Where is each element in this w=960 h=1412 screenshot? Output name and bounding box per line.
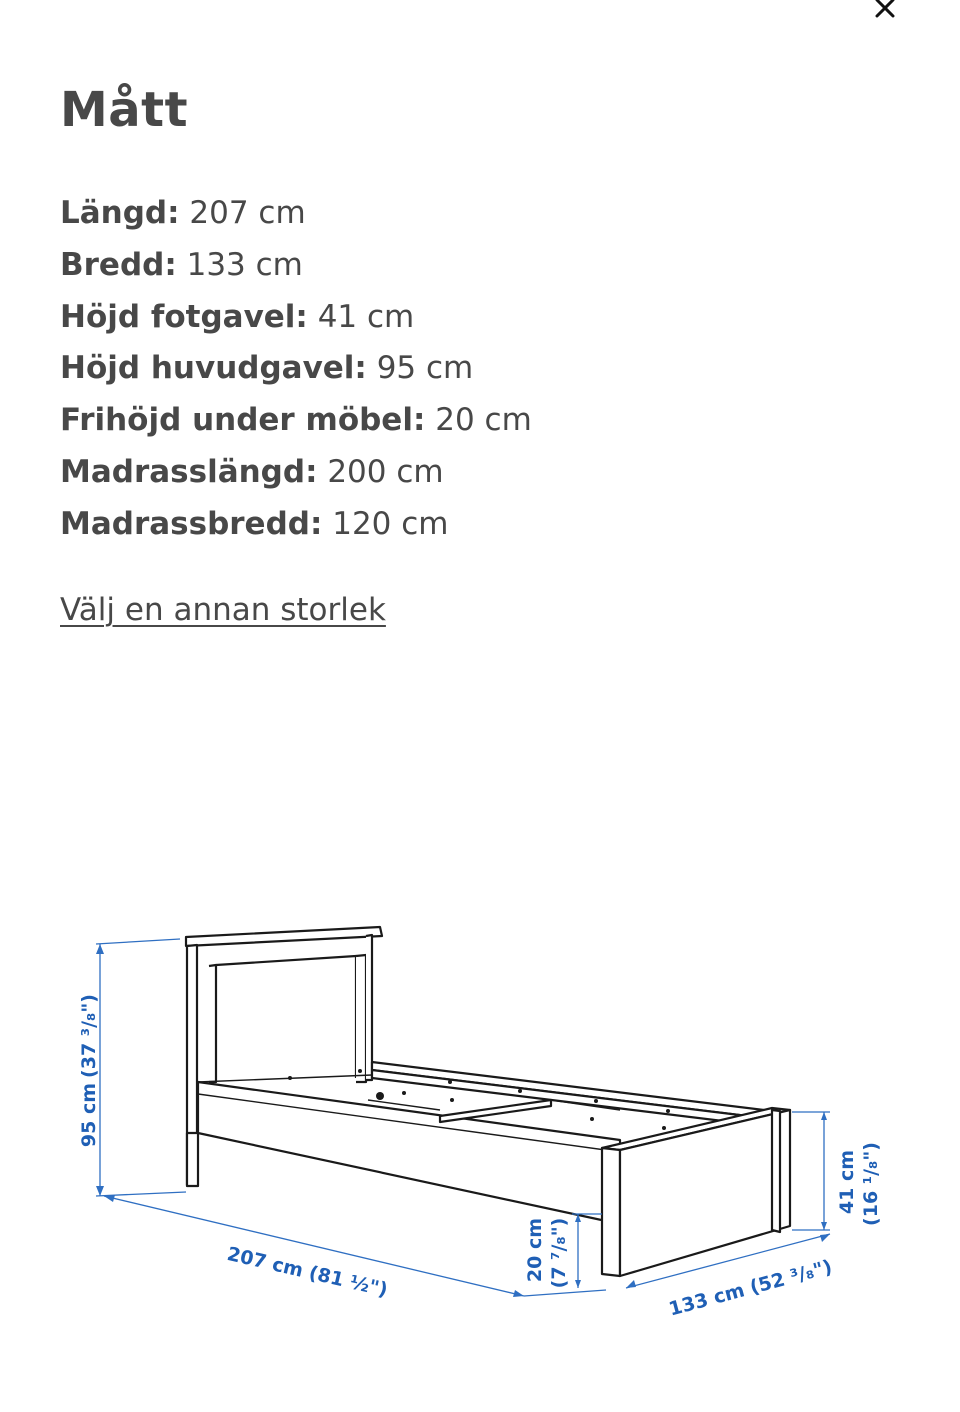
clearance-metric: 20 cm: [524, 1217, 546, 1283]
headboard-height-imperial: (37 ³/₈"): [78, 994, 100, 1078]
spec-value: 200 cm: [327, 453, 444, 490]
spec-row-length: [60, 188, 532, 240]
dimension-list: [60, 188, 532, 551]
spec-label: Madrasslängd:: [60, 453, 318, 490]
bed-dimension-diagram: [0, 880, 960, 1412]
footboard-height-metric: 41 cm: [836, 1149, 858, 1215]
spec-value: 41 cm: [317, 298, 415, 335]
spec-value: 207 cm: [189, 195, 306, 231]
close-button[interactable]: [868, 0, 912, 22]
close-icon: [872, 0, 908, 20]
spec-label: Bredd:: [60, 246, 177, 283]
length-label: [225, 1243, 390, 1301]
spec-value: 95 cm: [376, 350, 474, 387]
spec-row-footboard-height: [60, 292, 532, 344]
choose-other-size-link[interactable]: Välj en annan storlek: [60, 592, 386, 628]
bed-line-art: [186, 927, 790, 1276]
spec-value: 20 cm: [435, 402, 532, 439]
spec-row-mattress-width: [60, 499, 532, 551]
headboard-height-metric: 95 cm: [78, 1082, 100, 1148]
spec-row-width: [60, 240, 532, 292]
spec-row-clearance: [60, 395, 532, 447]
spec-value: 133 cm: [186, 246, 303, 283]
clearance-imperial: (7 ⁷/₈"): [548, 1217, 570, 1289]
length-imperial: (81 ½"): [306, 1261, 390, 1302]
spec-label: Höjd huvudgavel:: [60, 350, 367, 387]
footboard-height-imperial: (16 ¹/₈"): [860, 1142, 882, 1226]
spec-row-mattress-length: [60, 447, 532, 499]
spec-value: 120 cm: [332, 505, 449, 542]
spec-label: Madrassbredd:: [60, 505, 323, 542]
width-metric: 133 cm: [666, 1279, 747, 1321]
spec-label: Frihöjd under möbel:: [60, 402, 426, 439]
spec-label: Längd:: [60, 195, 180, 231]
length-metric: 207 cm: [224, 1242, 306, 1282]
page-title: Mått: [60, 82, 189, 138]
width-label: [667, 1256, 835, 1321]
spec-row-headboard-height: [60, 343, 532, 395]
spec-label: Höjd fotgavel:: [60, 298, 308, 335]
width-imperial: (52 ³/₈"): [747, 1255, 835, 1299]
